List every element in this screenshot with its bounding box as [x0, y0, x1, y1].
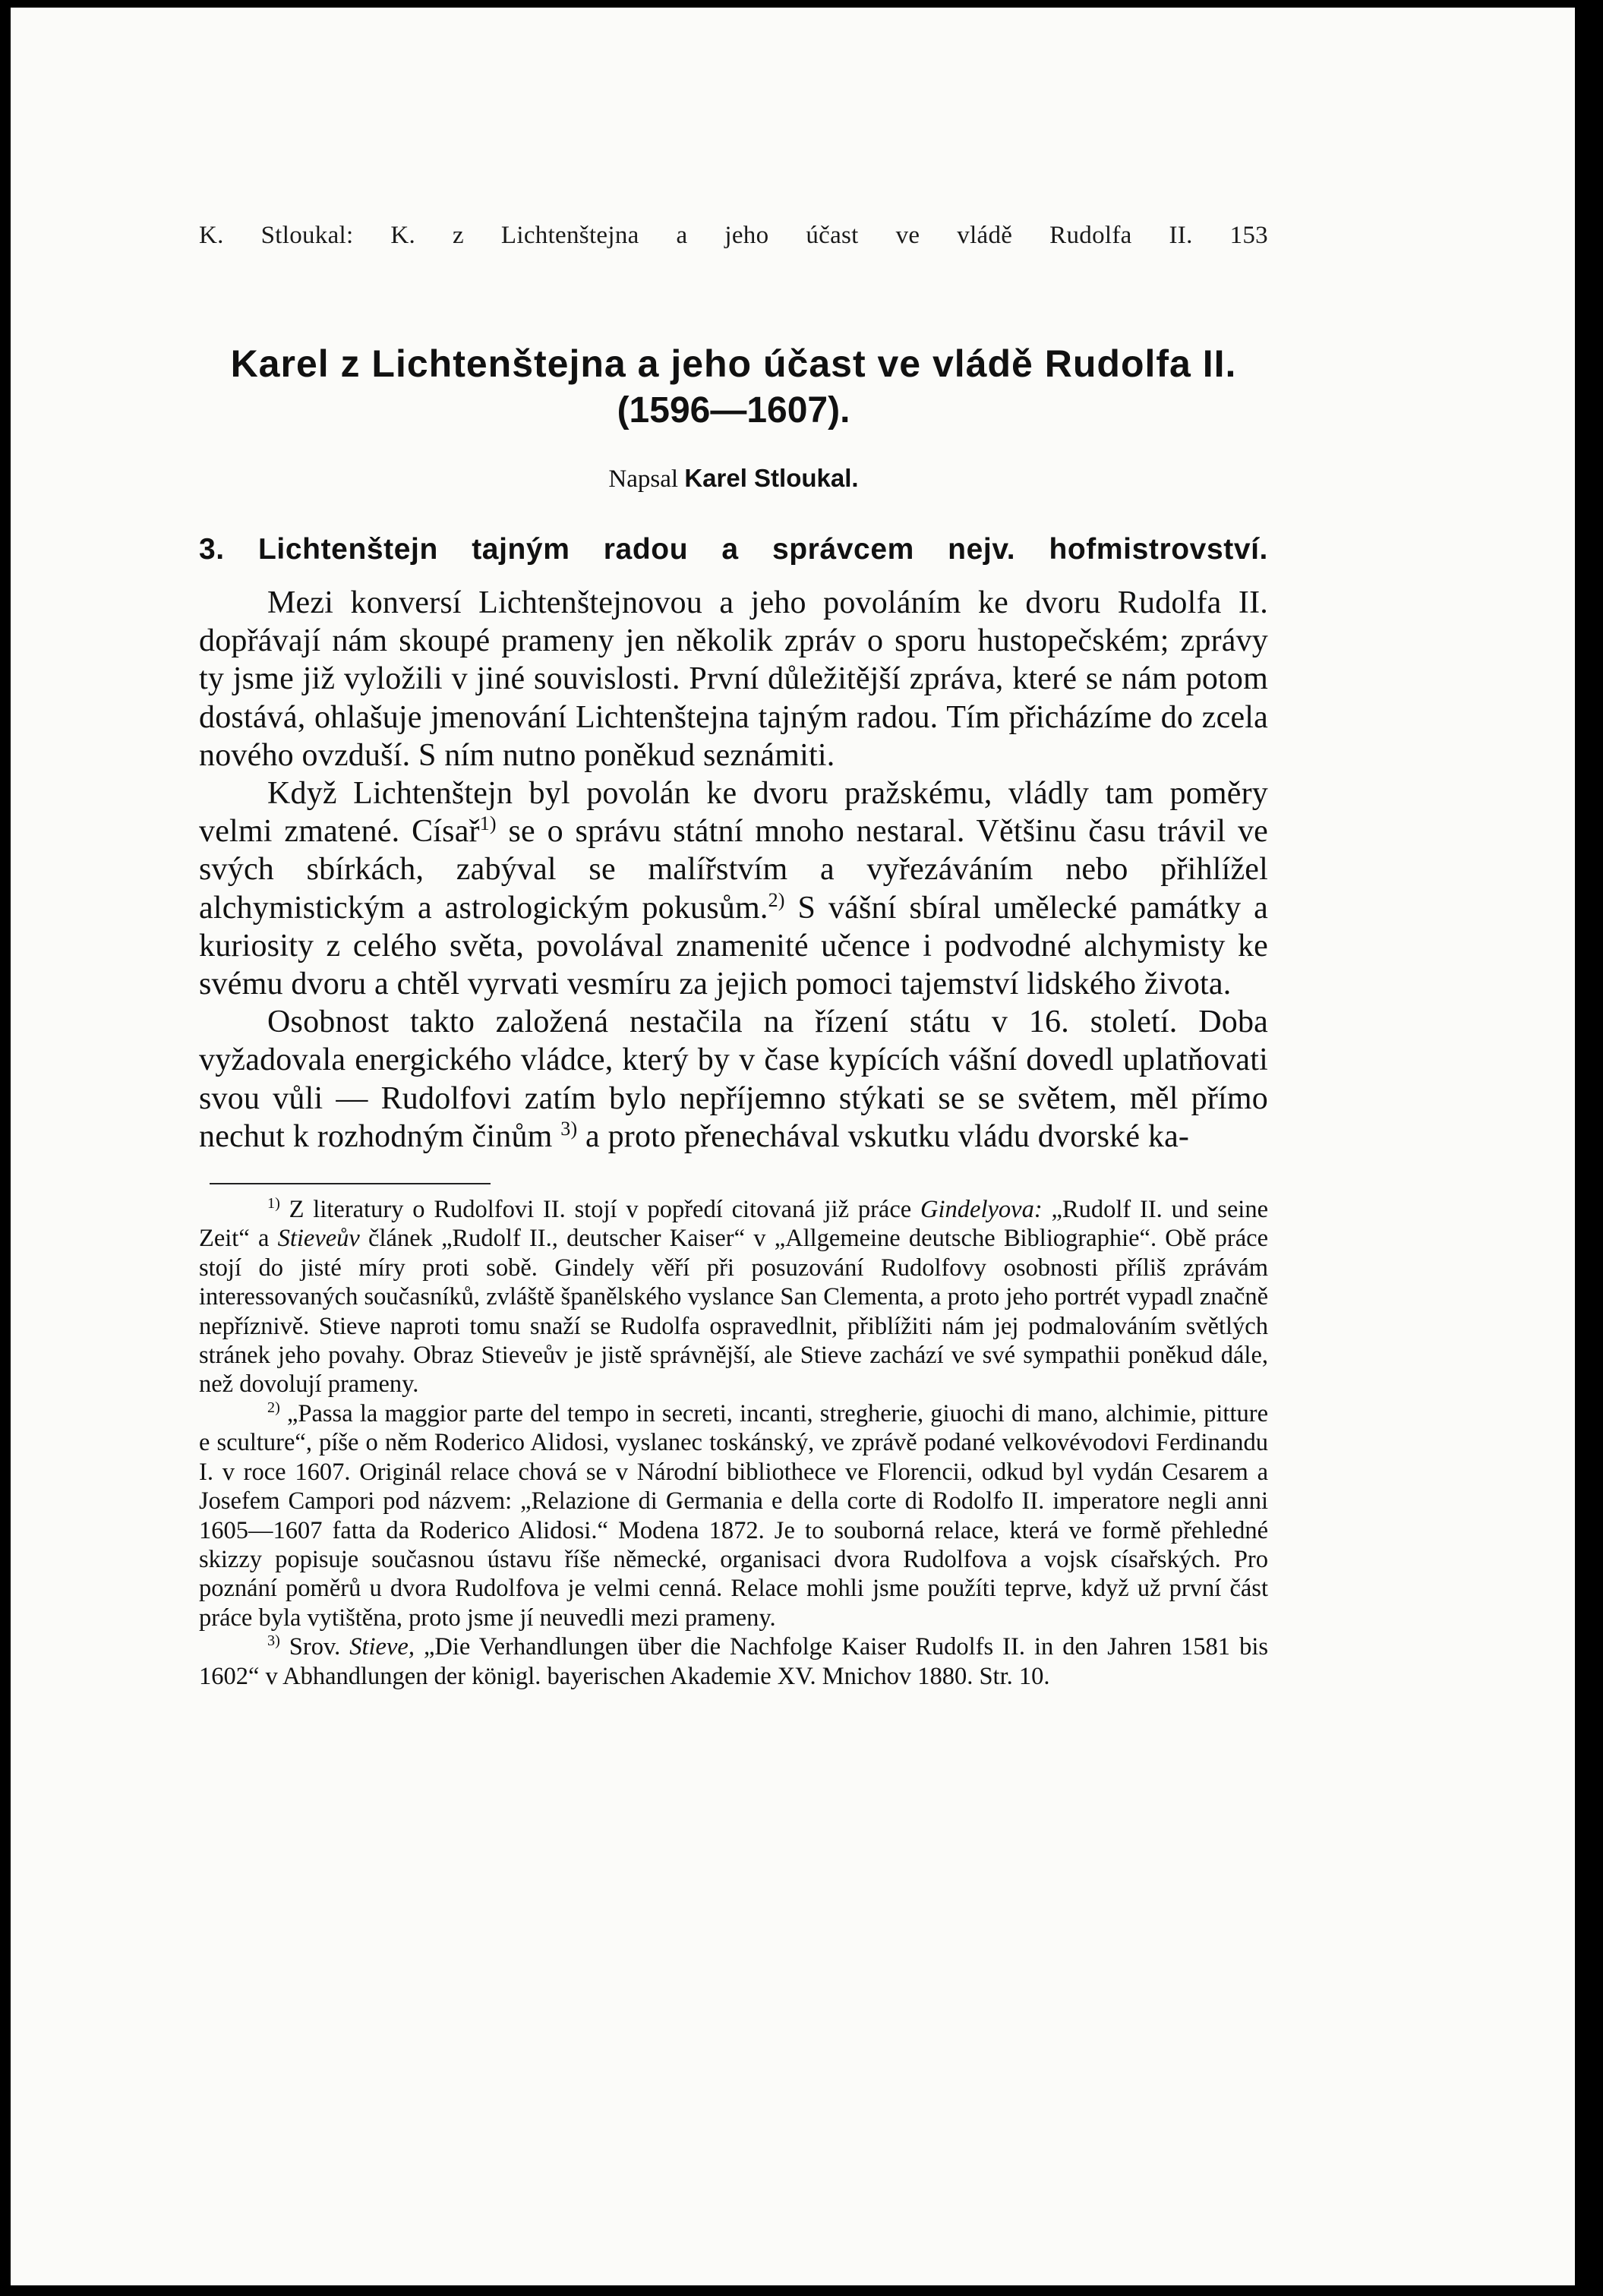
footnote-ref-2: 2)	[768, 888, 785, 911]
footnote-3-text-a: Srov.	[279, 1633, 350, 1661]
footnote-ref-1: 1)	[479, 812, 497, 835]
byline-prefix: Napsal	[608, 465, 679, 493]
running-head-text: K. Stloukal: K. z Lichtenštejna a jeho účast ve vládě Rudolfa II.	[199, 222, 1193, 249]
paragraph-2-part-c: S vášní sbíral umělecké památky a kuriosity z celého světa, povolával znamenité učence i podvodné alchymisty ke svému dvoru a chtěl vyrvati vesmíru za jejich pomoci tajemství lidského života.	[199, 890, 1268, 1002]
footnote-3-italic: Stieve,	[349, 1633, 415, 1661]
footnote-2	[199, 1399, 1268, 1632]
paragraph-2-part-a: Když Lichtenštejn byl povolán ke dvoru pražskému, vládly tam poměry velmi zmatené. Císař	[199, 776, 1268, 850]
page-content	[199, 220, 1268, 1691]
footnote-1	[199, 1195, 1268, 1399]
footnote-1-italic-1: Gindelyova:	[920, 1196, 1043, 1224]
footnote-3-text-b: „Die Verhandlungen über die Nachfolge Kaiser Rudolfs II. in den Jahren 1581 bis 1602“ v Abhandlungen der königl. bayerischen Akademie XV. Mnichov 1880. Str. 10.	[199, 1633, 1268, 1690]
footnote-1-text-b: „Rudolf II. und seine Zeit“ a	[199, 1196, 1268, 1253]
footnote-3	[199, 1632, 1268, 1691]
byline	[199, 463, 1268, 494]
page-number: 153	[1229, 222, 1268, 249]
author-name: Karel Stloukal.	[684, 464, 859, 492]
footnote-3-mark: 3)	[267, 1632, 280, 1650]
footnote-rule	[210, 1183, 491, 1184]
paragraph-1: Mezi konversí Lichtenštejnovou a jeho povoláním ke dvoru Rudolfa II. dopřávají nám skoupé prameny jen několik zpráv o sporu hustopečském; zprávy ty jsme již vyložili v jiné souvislosti. První důležitější zpráva, které se nám potom dostává, ohlašuje jmenování Lichtenštejna tajným radou. Tím přicházíme do zcela nového ovzduší. S ním nutno poněkud seznámiti.	[199, 585, 1268, 773]
footnote-ref-3: 3)	[560, 1117, 578, 1140]
footnotes	[199, 1183, 1268, 1691]
footnote-2-text: „Passa la maggior parte del tempo in secreti, incanti, stregherie, giuochi di mano, alchimie, pitture e sculture“, píše o něm Roderico Alidosi, vyslanec toskánský, ve zprávě podané velkovévodovi Ferdinandu I. v roce 1607. Originál relace chová se v Národní bibliothece ve Florencii, odkud byl vydán Cesarem a Josefem Campori pod názvem: „Relazione di Germania e della corte di Rodolfo II. imperatore negli anni 1605—1607 fatta da Roderico Alidosi.“ Modena 1872. Je to souborná relace, která ve formě přehledné skizzy popisuje současnou ústavu říše německé, organisaci dvora Rudolfova a vojsk císařských. Pro poznání poměrů u dvora Rudolfova je velmi cenná. Relace mohli jsme použíti teprve, když už první část práce byla vytištěna, proto jsme jí neuvedli mezi prameny.	[199, 1399, 1268, 1632]
paragraph-2-part-b: se o správu státní mnoho nestaral. Většinu času trávil ve svých sbírkách, zabýval se malířstvím a vyřezáváním nebo přihlížel alchymistickým a astrologickým pokusům.	[199, 814, 1268, 926]
article-title: Karel z Lichtenštejna a jeho účast ve vládě Rudolfa II.	[230, 342, 1237, 385]
paragraph-3-part-b: a proto přenechával vskutku vládu dvorské ka-	[577, 1118, 1190, 1154]
article-years: (1596—1607).	[617, 390, 850, 430]
running-head	[199, 220, 1268, 251]
footnote-1-italic-2: Stieveův	[277, 1225, 360, 1253]
footnote-1-text-c: článek „Rudolf II., deutscher Kaiser“ v „Allgemeine deutsche Bibliographie“. Obě práce stojí do jisté míry proti sobě. Gindely věří při posuzování Rudolfovy osobnosti příliš zprávám interessovaných současníků, zvláště španělského vyslance San Clementa, a proto jeho portrét vypadl značně nepříznivě. Stieve naproti tomu snaží se Rudolfa ospravedlnit, přiblížiti nám jej podmalováním světlých stránek jeho povahy. Obraz Stieveův je jistě správnější, ale Stieve zachází ve své sympathii poněkud dále, než dovolují prameny.	[199, 1225, 1268, 1399]
footnote-2-mark: 2)	[267, 1399, 280, 1417]
footnote-1-text-a: Z literatury o Rudolfovi II. stojí v popředí citovaná již práce	[279, 1196, 921, 1224]
footnote-1-mark: 1)	[267, 1195, 280, 1213]
paragraph-2	[199, 774, 1268, 1003]
paragraph-3-part-a: Osobnost takto založená nestačila na řízení státu v 16. století. Doba vyžadovala energického vládce, který by v čase kypících vášní dovedl uplatňovati svou vůli — Rudolfovi zatím bylo nepříjemno stýkati se se světem, měl přímo nechut k rozhodným činům	[199, 1004, 1268, 1154]
body-text	[199, 584, 1268, 1156]
paragraph-3	[199, 1003, 1268, 1156]
section-heading: 3. Lichtenštejn tajným radou a správcem nejv. hofmistrovství.	[199, 533, 1268, 566]
